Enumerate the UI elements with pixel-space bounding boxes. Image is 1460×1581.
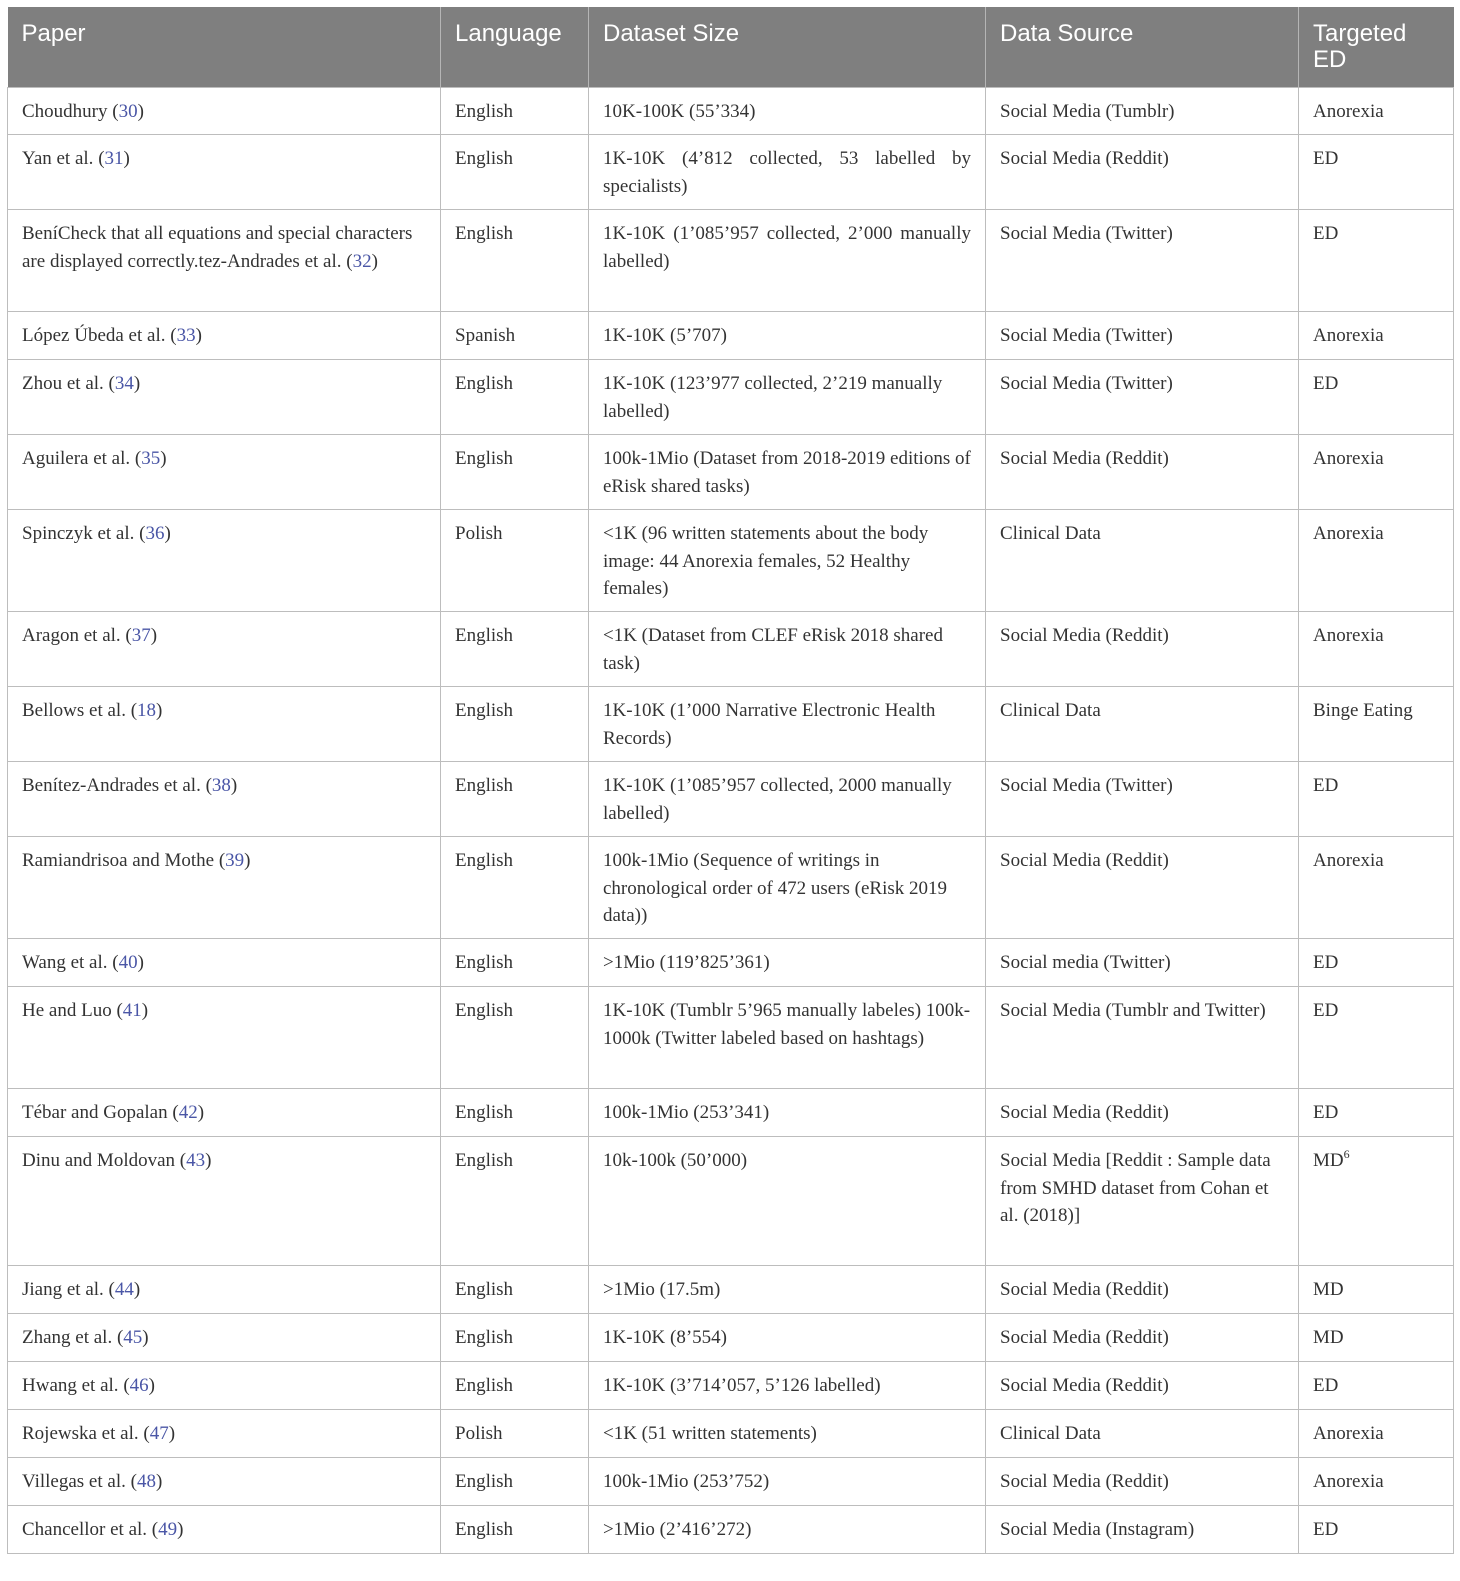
- cell-paper: Dinu and Moldovan (43): [8, 1137, 441, 1266]
- cell-data-source: Social Media (Twitter): [986, 210, 1299, 312]
- cell-language: English: [441, 1506, 589, 1554]
- table-row: [8, 987, 1454, 1089]
- reference-link[interactable]: 45: [123, 1327, 143, 1348]
- table-row: [8, 1506, 1454, 1554]
- cell-paper: Hwang et al. (46): [8, 1362, 441, 1410]
- table-row: [8, 1362, 1454, 1410]
- cell-dataset-size: <1K (Dataset from CLEF eRisk 2018 shared task): [589, 612, 986, 687]
- cell-data-source: Social Media (Twitter): [986, 312, 1299, 360]
- cell-paper: Jiang et al. (44): [8, 1266, 441, 1314]
- cell-language: English: [441, 88, 589, 135]
- table-row: [8, 687, 1454, 762]
- reference-link[interactable]: 38: [211, 775, 231, 796]
- reference-link[interactable]: 43: [186, 1150, 206, 1171]
- reference-link[interactable]: 44: [114, 1279, 134, 1300]
- cell-targeted-ed: [1299, 837, 1454, 939]
- target-label: Anorexia: [1313, 523, 1384, 544]
- target-label: ED: [1313, 148, 1339, 169]
- reference-link[interactable]: 30: [118, 101, 138, 122]
- cell-language: English: [441, 135, 589, 210]
- cell-dataset-size: 1K-10K (8’554): [589, 1314, 986, 1362]
- cell-data-source: Social Media (Reddit): [986, 1314, 1299, 1362]
- paper-name: Spinczyk et al.: [22, 523, 135, 544]
- cell-language: English: [441, 987, 589, 1089]
- table-row: [8, 88, 1454, 135]
- cell-language: English: [441, 612, 589, 687]
- reference-link[interactable]: 33: [176, 325, 196, 346]
- cell-language: English: [441, 1458, 589, 1506]
- cell-data-source: Social Media (Reddit): [986, 135, 1299, 210]
- cell-paper: Rojewska et al. (47): [8, 1410, 441, 1458]
- datasets-table: [7, 7, 1454, 1554]
- cell-paper: He and Luo (41): [8, 987, 441, 1089]
- paper-name: Ramiandrisoa and Mothe: [22, 850, 215, 871]
- cell-data-source: Clinical Data: [986, 1410, 1299, 1458]
- paper-name: Bellows et al.: [22, 700, 126, 721]
- paper-name: Choudhury: [22, 101, 108, 122]
- cell-targeted-ed: [1299, 312, 1454, 360]
- cell-targeted-ed: [1299, 612, 1454, 687]
- cell-data-source: Social Media (Tumblr): [986, 88, 1299, 135]
- paper-name: Tébar and Gopalan: [22, 1102, 168, 1123]
- table-row: [8, 612, 1454, 687]
- cell-dataset-size: 100k-1Mio (253’341): [589, 1089, 986, 1137]
- reference-link[interactable]: 48: [136, 1471, 156, 1492]
- target-label: MD: [1313, 1150, 1344, 1171]
- cell-data-source: Social Media (Reddit): [986, 1266, 1299, 1314]
- cell-targeted-ed: [1299, 360, 1454, 435]
- cell-data-source: Social media (Twitter): [986, 939, 1299, 987]
- cell-language: English: [441, 687, 589, 762]
- cell-dataset-size: 1K-10K (4’812 collected, 53 labelled by specialists): [589, 135, 986, 210]
- paper-name: Aguilera et al.: [22, 448, 131, 469]
- cell-language: English: [441, 1089, 589, 1137]
- reference-link[interactable]: 18: [137, 700, 157, 721]
- cell-paper: López Úbeda et al. (33): [8, 312, 441, 360]
- paper-name: Dinu and Moldovan: [22, 1150, 176, 1171]
- cell-dataset-size: 100k-1Mio (Dataset from 2018-2019 editions of eRisk shared tasks): [589, 435, 986, 510]
- table-row: [8, 210, 1454, 312]
- cell-dataset-size: 100k-1Mio (Sequence of writings in chronological order of 472 users (eRisk 2019 data)): [589, 837, 986, 939]
- cell-targeted-ed: [1299, 1089, 1454, 1137]
- cell-data-source: Social Media (Tumblr and Twitter): [986, 987, 1299, 1089]
- paper-name: Hwang et al.: [22, 1375, 119, 1396]
- footnote-marker: 6: [1343, 1147, 1350, 1161]
- paper-name: Zhang et al.: [22, 1327, 113, 1348]
- cell-language: English: [441, 1266, 589, 1314]
- cell-paper: Benítez-Andrades et al. (38): [8, 762, 441, 837]
- cell-paper: Spinczyk et al. (36): [8, 510, 441, 612]
- cell-language: Spanish: [441, 312, 589, 360]
- paper-name: Jiang et al.: [22, 1279, 104, 1300]
- cell-paper: Yan et al. (31): [8, 135, 441, 210]
- target-label: ED: [1313, 952, 1339, 973]
- cell-dataset-size: 1K-10K (1’085’957 collected, 2’000 manually labelled): [589, 210, 986, 312]
- target-label: Binge Eating: [1313, 700, 1413, 721]
- reference-link[interactable]: 31: [104, 148, 124, 169]
- paper-name: Wang et al.: [22, 952, 108, 973]
- cell-language: English: [441, 435, 589, 510]
- cell-targeted-ed: [1299, 939, 1454, 987]
- cell-paper: Chancellor et al. (49): [8, 1506, 441, 1554]
- target-label: ED: [1313, 1375, 1339, 1396]
- table-row: [8, 1137, 1454, 1266]
- reference-link[interactable]: 32: [352, 250, 372, 272]
- cell-paper: Villegas et al. (48): [8, 1458, 441, 1506]
- cell-dataset-size: 1K-10K (5’707): [589, 312, 986, 360]
- table-row: [8, 510, 1454, 612]
- target-label: ED: [1313, 223, 1339, 244]
- cell-targeted-ed: [1299, 1506, 1454, 1554]
- cell-paper: Choudhury (30): [8, 88, 441, 135]
- cell-paper: Ramiandrisoa and Mothe (39): [8, 837, 441, 939]
- cell-targeted-ed: [1299, 210, 1454, 312]
- cell-paper: Aragon et al. (37): [8, 612, 441, 687]
- cell-paper: Zhou et al. (34): [8, 360, 441, 435]
- table-body: [8, 88, 1454, 1554]
- table-row: [8, 360, 1454, 435]
- table-row: [8, 939, 1454, 987]
- cell-dataset-size: 10k-100k (50’000): [589, 1137, 986, 1266]
- cell-targeted-ed: [1299, 1266, 1454, 1314]
- table-container: [7, 7, 1453, 1554]
- target-label: Anorexia: [1313, 325, 1384, 346]
- paper-name: López Úbeda et al.: [22, 325, 166, 346]
- paper-name: Benítez-Andrades et al.: [22, 775, 201, 796]
- cell-data-source: Social Media (Reddit): [986, 1362, 1299, 1410]
- target-label: MD: [1313, 1279, 1344, 1300]
- cell-dataset-size: 10K-100K (55’334): [589, 88, 986, 135]
- cell-data-source: Social Media (Reddit): [986, 1089, 1299, 1137]
- reference-link[interactable]: 36: [145, 523, 165, 544]
- cell-data-source: Clinical Data: [986, 510, 1299, 612]
- target-label: Anorexia: [1313, 625, 1384, 646]
- cell-paper: Aguilera et al. (35): [8, 435, 441, 510]
- target-label: Anorexia: [1313, 850, 1384, 871]
- paper-name: Aragon et al.: [22, 625, 121, 646]
- target-label: MD: [1313, 1327, 1344, 1348]
- table-row: [8, 312, 1454, 360]
- target-label: ED: [1313, 1519, 1339, 1540]
- cell-dataset-size: >1Mio (17.5m): [589, 1266, 986, 1314]
- header-row: [8, 7, 1454, 88]
- cell-data-source: Social Media [Reddit : Sample data from SMHD dataset from Cohan et al. (2018)]: [986, 1137, 1299, 1266]
- cell-targeted-ed: [1299, 1314, 1454, 1362]
- cell-targeted-ed: [1299, 687, 1454, 762]
- cell-dataset-size: 1K-10K (1’085’957 collected, 2000 manually labelled): [589, 762, 986, 837]
- table-row: [8, 1314, 1454, 1362]
- cell-paper: BeníCheck that all equations and special characters are displayed correctly.tez-Andrades et al. (32): [8, 210, 441, 312]
- target-label: ED: [1313, 1102, 1339, 1123]
- reference-link[interactable]: 34: [114, 373, 134, 394]
- cell-dataset-size: <1K (96 written statements about the body image: 44 Anorexia females, 52 Healthy females): [589, 510, 986, 612]
- cell-targeted-ed: [1299, 1458, 1454, 1506]
- cell-language: English: [441, 1137, 589, 1266]
- cell-language: English: [441, 762, 589, 837]
- paper-name: Zhou et al.: [22, 373, 104, 394]
- reference-link[interactable]: 42: [178, 1102, 198, 1123]
- paper-name: Chancellor et al.: [22, 1519, 148, 1540]
- cell-language: Polish: [441, 510, 589, 612]
- cell-data-source: Social Media (Reddit): [986, 837, 1299, 939]
- header-data-source: Data Source: [986, 7, 1299, 88]
- target-label: ED: [1313, 373, 1339, 394]
- cell-dataset-size: 1K-10K (1’000 Narrative Electronic Health Records): [589, 687, 986, 762]
- target-label: ED: [1313, 775, 1339, 796]
- header-paper: Paper: [8, 7, 441, 88]
- paper-name: BeníCheck that all equations and special characters are displayed correctly.tez-Andrades et al.: [22, 223, 413, 272]
- cell-data-source: Social Media (Twitter): [986, 762, 1299, 837]
- cell-data-source: Social Media (Twitter): [986, 360, 1299, 435]
- reference-link[interactable]: 49: [158, 1519, 178, 1540]
- cell-dataset-size: >1Mio (119’825’361): [589, 939, 986, 987]
- header-targeted-ed: Targeted ED: [1299, 7, 1454, 88]
- cell-language: English: [441, 360, 589, 435]
- target-label: ED: [1313, 1000, 1339, 1021]
- cell-paper: Tébar and Gopalan (42): [8, 1089, 441, 1137]
- target-label: Anorexia: [1313, 448, 1384, 469]
- reference-link[interactable]: 47: [149, 1423, 169, 1444]
- cell-dataset-size: 1K-10K (3’714’057, 5’126 labelled): [589, 1362, 986, 1410]
- reference-link[interactable]: 41: [122, 1000, 142, 1021]
- cell-dataset-size: 1K-10K (Tumblr 5’965 manually labeles) 100k-1000k (Twitter labeled based on hashtags): [589, 987, 986, 1089]
- header-language: Language: [441, 7, 589, 88]
- cell-dataset-size: >1Mio (2’416’272): [589, 1506, 986, 1554]
- paper-name: Villegas et al.: [22, 1471, 126, 1492]
- table-row: [8, 1458, 1454, 1506]
- cell-targeted-ed: [1299, 435, 1454, 510]
- target-label: Anorexia: [1313, 101, 1384, 122]
- cell-language: English: [441, 837, 589, 939]
- cell-targeted-ed: [1299, 762, 1454, 837]
- reference-link[interactable]: 35: [141, 448, 161, 469]
- table-row: [8, 1410, 1454, 1458]
- reference-link[interactable]: 39: [225, 850, 245, 871]
- cell-targeted-ed: [1299, 1410, 1454, 1458]
- table-row: [8, 135, 1454, 210]
- cell-paper: Bellows et al. (18): [8, 687, 441, 762]
- header-dataset-size: Dataset Size: [589, 7, 986, 88]
- cell-data-source: Clinical Data: [986, 687, 1299, 762]
- cell-data-source: Social Media (Reddit): [986, 1458, 1299, 1506]
- cell-targeted-ed: [1299, 510, 1454, 612]
- cell-targeted-ed: [1299, 987, 1454, 1089]
- table-header: [8, 7, 1454, 88]
- cell-language: English: [441, 1314, 589, 1362]
- cell-dataset-size: 100k-1Mio (253’752): [589, 1458, 986, 1506]
- table-row: [8, 837, 1454, 939]
- target-label: Anorexia: [1313, 1423, 1384, 1444]
- table-row: [8, 1089, 1454, 1137]
- paper-name: He and Luo: [22, 1000, 112, 1021]
- cell-language: English: [441, 210, 589, 312]
- reference-link[interactable]: 37: [131, 625, 151, 646]
- cell-targeted-ed: [1299, 135, 1454, 210]
- cell-language: Polish: [441, 1410, 589, 1458]
- table-row: [8, 435, 1454, 510]
- table-row: [8, 1266, 1454, 1314]
- cell-dataset-size: <1K (51 written statements): [589, 1410, 986, 1458]
- reference-link[interactable]: 40: [118, 952, 138, 973]
- cell-language: English: [441, 939, 589, 987]
- reference-link[interactable]: 46: [129, 1375, 149, 1396]
- target-label: Anorexia: [1313, 1471, 1384, 1492]
- paper-name: Rojewska et al.: [22, 1423, 139, 1444]
- cell-data-source: Social Media (Reddit): [986, 435, 1299, 510]
- cell-paper: Zhang et al. (45): [8, 1314, 441, 1362]
- cell-targeted-ed: [1299, 1137, 1454, 1266]
- cell-targeted-ed: [1299, 1362, 1454, 1410]
- table-row: [8, 762, 1454, 837]
- cell-language: English: [441, 1362, 589, 1410]
- cell-dataset-size: 1K-10K (123’977 collected, 2’219 manually labelled): [589, 360, 986, 435]
- cell-data-source: Social Media (Instagram): [986, 1506, 1299, 1554]
- cell-paper: Wang et al. (40): [8, 939, 441, 987]
- cell-targeted-ed: [1299, 88, 1454, 135]
- paper-name: Yan et al.: [22, 148, 94, 169]
- cell-data-source: Social Media (Reddit): [986, 612, 1299, 687]
